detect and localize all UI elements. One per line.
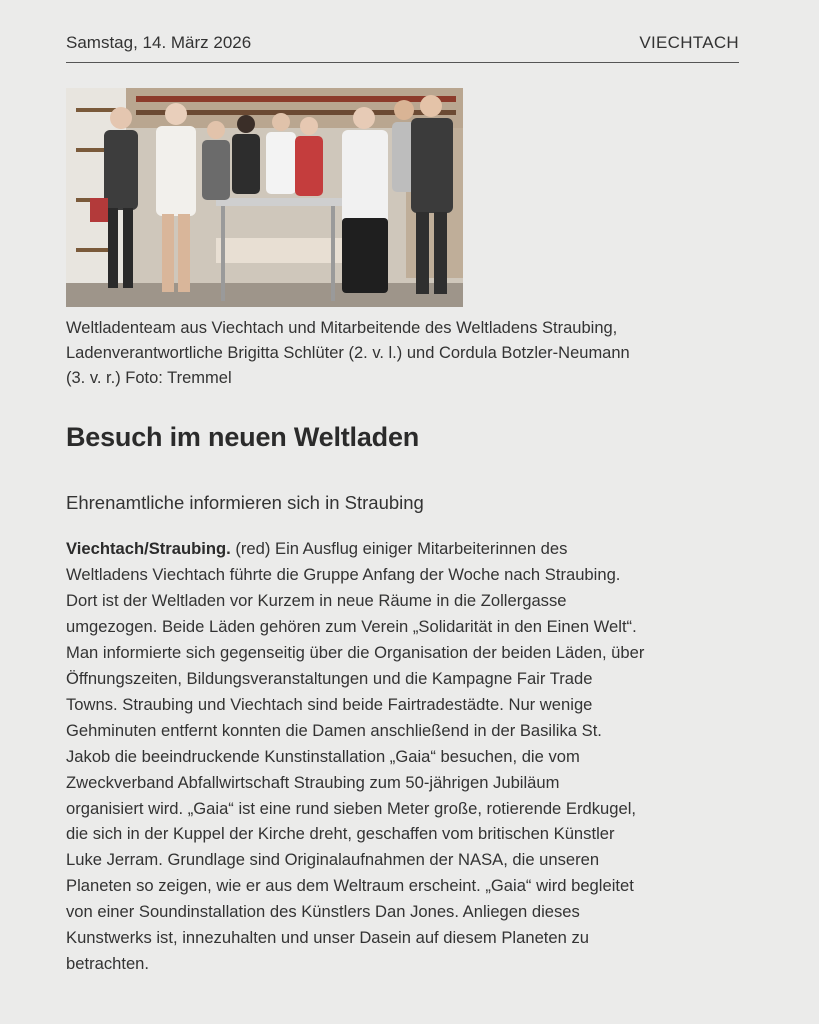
caption-line: (3. v. r.) Foto: Tremmel [66,369,232,387]
group-photo-image [66,88,463,307]
body-line: Gehminuten entfernt konnten die Damen anschließend in der Basilika St. [66,720,602,740]
body-line: Towns. Straubing und Viechtach sind beide Fairtradestädte. Nur wenige [66,694,593,714]
body-line: Man informierte sich gegenseitig über die Organisation der beiden Läden, über [66,642,645,662]
body-line [66,536,746,562]
group-photo [66,88,463,307]
page-header [66,32,739,63]
caption-line: Weltladenteam aus Viechtach und Mitarbeitende des Weltladens Straubing, [66,319,618,337]
body-line: Zweckverband Abfallwirtschaft Straubing zum 50-jährigen Jubiläum [66,772,560,792]
body-line: die sich in der Kuppel der Kirche dreht, geschaffen vom britischen Künstler [66,824,615,844]
header-date: Samstag, 14. März 2026 [66,33,252,52]
caption-line: Ladenverantwortliche Brigitta Schlüter (2. v. l.) und Cordula Botzler-Neumann [66,344,630,362]
body-line: Kunstwerks ist, innezuhalten und unser Dasein auf diesem Planeten zu [66,928,590,948]
body-first-line-text: (red) Ein Ausflug einiger Mitarbeiterinnen des [230,539,568,558]
photo-caption [66,316,746,391]
article-headline: Besuch im neuen Weltladen [66,422,420,452]
body-line: Weltladens Viechtach führte die Gruppe Anfang der Woche nach Straubing. [66,564,621,584]
body-line: Dort ist der Weltladen vor Kurzem in neue Räume in die Zollergasse [66,590,567,610]
body-line: organisiert wird. „Gaia“ ist eine rund sieben Meter große, rotierende Erdkugel, [66,798,636,818]
body-line: Luke Jerram. Grundlage sind Originalaufnahmen der NASA, die unseren [66,850,600,870]
body-line: Planeten so zeigen, wie er aus dem Weltraum erscheint. „Gaia“ wird begleitet [66,876,634,896]
body-line: Jakob die beeindruckende Kunstinstallation „Gaia“ besuchen, die vom [66,746,580,766]
body-line: von einer Soundinstallation des Künstlers Dan Jones. Anliegen dieses [66,902,580,922]
body-line: Öffnungszeiten, Bildungsveranstaltungen und die Kampagne Fair Trade [66,668,593,688]
article-body [66,536,746,977]
article-subhead: Ehrenamtliche informieren sich in Straubing [66,492,424,513]
body-line: umgezogen. Beide Läden gehören zum Verein „Solidarität in den Einen Welt“. [66,616,637,636]
article-dateline: Viechtach/Straubing. [66,539,231,558]
header-place: VIECHTACH [639,33,739,52]
body-line: betrachten. [66,954,150,974]
